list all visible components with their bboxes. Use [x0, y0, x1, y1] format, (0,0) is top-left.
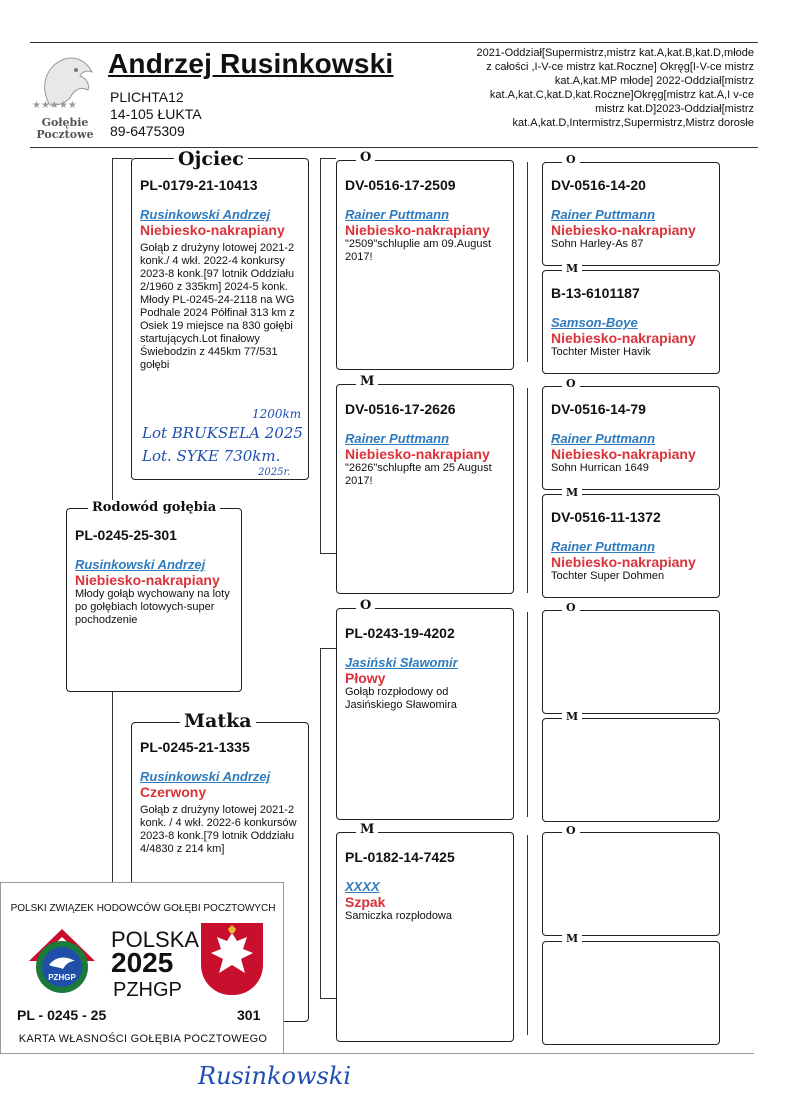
pigeon-description: "2509"schluplie am 09.August 2017! — [345, 238, 492, 263]
grandmother-maternal-card — [336, 832, 514, 1042]
breeder-name: Rainer Puttmann — [551, 431, 656, 446]
pigeon-color: Niebiesko-nakrapiany — [551, 330, 696, 346]
pzhgp-badge-text: PZHGP — [48, 973, 76, 982]
address-line-2: 14-105 ŁUKTA — [110, 106, 202, 122]
logo-text-1: Gołębie — [41, 116, 89, 129]
owner-name: Andrzej Rusinkowski — [108, 48, 394, 79]
polish-coat-of-arms — [201, 923, 263, 995]
ownership-year: 2025 — [111, 947, 174, 978]
pigeon-color: Niebiesko-nakrapiany — [345, 446, 490, 462]
breeder-name: Rainer Puttmann — [345, 207, 450, 222]
ring-number: PL-0182-14-7425 — [345, 849, 455, 865]
svg-text:★★★★★: ★★★★★ — [32, 100, 77, 111]
pigeon-description: Tochter Super Dohmen — [551, 570, 665, 582]
eagle-logo — [30, 50, 100, 140]
great-grandparent-card — [542, 162, 720, 266]
card-legend: M — [356, 374, 378, 389]
subject-card — [66, 508, 242, 692]
pigeon-description: Gołąb z drużyny lotowej 2021-2 konk. / 4 wkł. 2022-6 konkursów 2023-8 konk.[79 lotnik Oddziału 4/4830 z 214 km] — [140, 804, 297, 855]
handwritten-note: Lot BRUKSELA 2025 — [142, 424, 303, 442]
subject-legend: Rodowód gołębia — [88, 500, 220, 515]
ownership-card — [0, 882, 284, 1054]
connector-line — [320, 553, 336, 554]
pigeon-color: Niebiesko-nakrapiany — [551, 446, 696, 462]
card-legend: M — [562, 262, 582, 275]
breeder-name: Rusinkowski Andrzej — [140, 207, 271, 222]
header-bottom-rule — [30, 147, 758, 148]
ownership-ring-number: 301 — [237, 1007, 261, 1023]
connector-line — [320, 158, 336, 159]
pigeon-color: Niebiesko-nakrapiany — [345, 222, 490, 238]
white-eagle-icon — [201, 923, 263, 995]
card-legend: O — [562, 377, 580, 390]
connector-line — [527, 162, 528, 362]
grandfather-maternal-card — [336, 608, 514, 820]
great-grandparent-card — [542, 386, 720, 490]
pigeon-color: Szpak — [345, 894, 386, 910]
connector-line — [320, 998, 336, 999]
eagle-head-icon — [30, 50, 100, 112]
ring-number: DV-0516-17-2509 — [345, 177, 456, 193]
breeder-name: XXXX — [345, 879, 380, 894]
great-grandparent-card-empty — [542, 832, 720, 936]
connector-line — [320, 158, 321, 553]
pigeon-color: Czerwony — [140, 784, 207, 800]
pigeon-description: Sohn Hurrican 1649 — [551, 462, 649, 474]
address-line-1: PLICHTA12 — [110, 89, 184, 105]
card-legend: M — [562, 710, 582, 723]
pigeon-description: Sohn Harley-As 87 — [551, 238, 644, 250]
pigeon-description: Tochter Mister Havik — [551, 346, 651, 358]
ownership-card-title: POLSKI ZWIĄZEK HODOWCÓW GOŁĘBI POCZTOWYCH — [10, 903, 276, 914]
card-legend: O — [562, 601, 580, 614]
ring-number: PL-0245-25-301 — [75, 527, 177, 543]
pigeon-color: Niebiesko-nakrapiany — [140, 222, 285, 238]
card-legend: M — [356, 822, 378, 837]
pigeon-color: Płowy — [345, 670, 386, 686]
ring-number: PL-0179-21-10413 — [140, 177, 258, 193]
achievements-text: 2021-Oddział[Supermistrz,mistrz kat.A,kat.B,kat.D,młode z całości ,I-V-ce mistrz kat.Roczne] Okręg[I-V-ce mistrz kat.A,kat.MP młode] 2022-Oddział[mistrz kat.A,kat.C,kat.D,kat.Roczne]Okręg[mistrz kat.A,I v-ce mistrz kat.D]2023-Oddział[mistrz kat.A,kat.D,Intermistrz,Supermistrz,Mistrz dorosłe — [476, 47, 754, 129]
card-legend: O — [562, 153, 580, 166]
card-legend: M — [562, 486, 582, 499]
ownership-country: POLSKA — [111, 927, 200, 952]
owner-signature: Rusinkowski — [198, 1062, 352, 1090]
breeder-name: Rusinkowski Andrzej — [75, 557, 206, 572]
pigeon-color: Niebiesko-nakrapiany — [551, 554, 696, 570]
pzhgp-logo-icon — [23, 921, 101, 999]
pzhgp-emblem — [23, 921, 101, 999]
footer-rule — [284, 1053, 754, 1054]
logo-text-2: Pocztowe — [36, 128, 94, 141]
pigeon-description: Samiczka rozpłodowa — [345, 910, 452, 922]
grandfather-paternal-card — [336, 160, 514, 370]
breeder-name: Jasiński Sławomir — [345, 655, 458, 670]
pigeon-color: Niebiesko-nakrapiany — [551, 222, 696, 238]
connector-line — [320, 648, 321, 998]
ring-number: DV-0516-14-20 — [551, 177, 646, 193]
great-grandparent-card — [542, 494, 720, 598]
ring-number: DV-0516-14-79 — [551, 401, 646, 417]
ring-number: DV-0516-11-1372 — [551, 509, 661, 525]
phone-number: 89-6475309 — [110, 123, 185, 139]
great-grandparent-card-empty — [542, 610, 720, 714]
handwritten-year: 2025r. — [258, 467, 291, 478]
pigeon-description: Gołąb rozpłodowy od Jasińskiego Sławomira — [345, 686, 457, 711]
handwritten-distance: 1200km — [252, 407, 302, 421]
ownership-card-caption: KARTA WŁASNOŚCI GOŁĘBIA POCZTOWEGO — [18, 1033, 268, 1045]
ring-number: PL-0243-19-4202 — [345, 625, 455, 641]
pigeon-color: Niebiesko-nakrapiany — [75, 572, 220, 588]
great-grandparent-card-empty — [542, 718, 720, 822]
handwritten-note: Lot. SYKE 730km. — [142, 447, 281, 465]
great-grandparent-card — [542, 270, 720, 374]
ring-number: B-13-6101187 — [551, 285, 640, 301]
mother-legend: Matka — [180, 710, 256, 732]
ring-number: PL-0245-21-1335 — [140, 739, 250, 755]
card-legend: O — [356, 150, 375, 165]
ring-number: DV-0516-17-2626 — [345, 401, 456, 417]
pigeon-description: Gołąb z drużyny lotowej 2021-2 konk./ 4 wkł. 2022-4 konkursy 2023-8 konk.[97 lotnik Oddziału 2/1960 z 335km] 2024-5 konk. Młody PL-0245-24-2118 na WG Podhale 2024 Półfinał 313 km z Osiek 19 miejsce na 830 gołębi startujących.Lot finałowy Świebodzin z 445km 77/531 gołębi — [140, 242, 295, 371]
card-legend: O — [562, 824, 580, 837]
ownership-org: PZHGP — [113, 979, 182, 1001]
ownership-ring-prefix: PL - 0245 - 25 — [17, 1007, 107, 1023]
connector-line — [527, 388, 528, 593]
grandmother-paternal-card — [336, 384, 514, 594]
connector-line — [527, 612, 528, 817]
connector-line — [320, 648, 336, 649]
pigeon-description: Młody gołąb wychowany na loty po gołębiach lotowych-super pochodzenie — [75, 588, 230, 626]
connector-line — [112, 158, 113, 508]
breeder-name: Rainer Puttmann — [551, 207, 656, 222]
breeder-name: Rusinkowski Andrzej — [140, 769, 271, 784]
great-grandparent-card-empty — [542, 941, 720, 1045]
breeder-name: Rainer Puttmann — [345, 431, 450, 446]
connector-line — [112, 158, 132, 159]
breeder-name: Samson-Boye — [551, 315, 638, 330]
header-top-rule — [30, 42, 758, 43]
card-legend: O — [356, 598, 375, 613]
breeder-name: Rainer Puttmann — [551, 539, 656, 554]
card-legend: M — [562, 932, 582, 945]
pigeon-description: "2626"schlupfte am 25 August 2017! — [345, 462, 492, 487]
connector-line — [527, 835, 528, 1035]
father-legend: Ojciec — [174, 148, 248, 170]
